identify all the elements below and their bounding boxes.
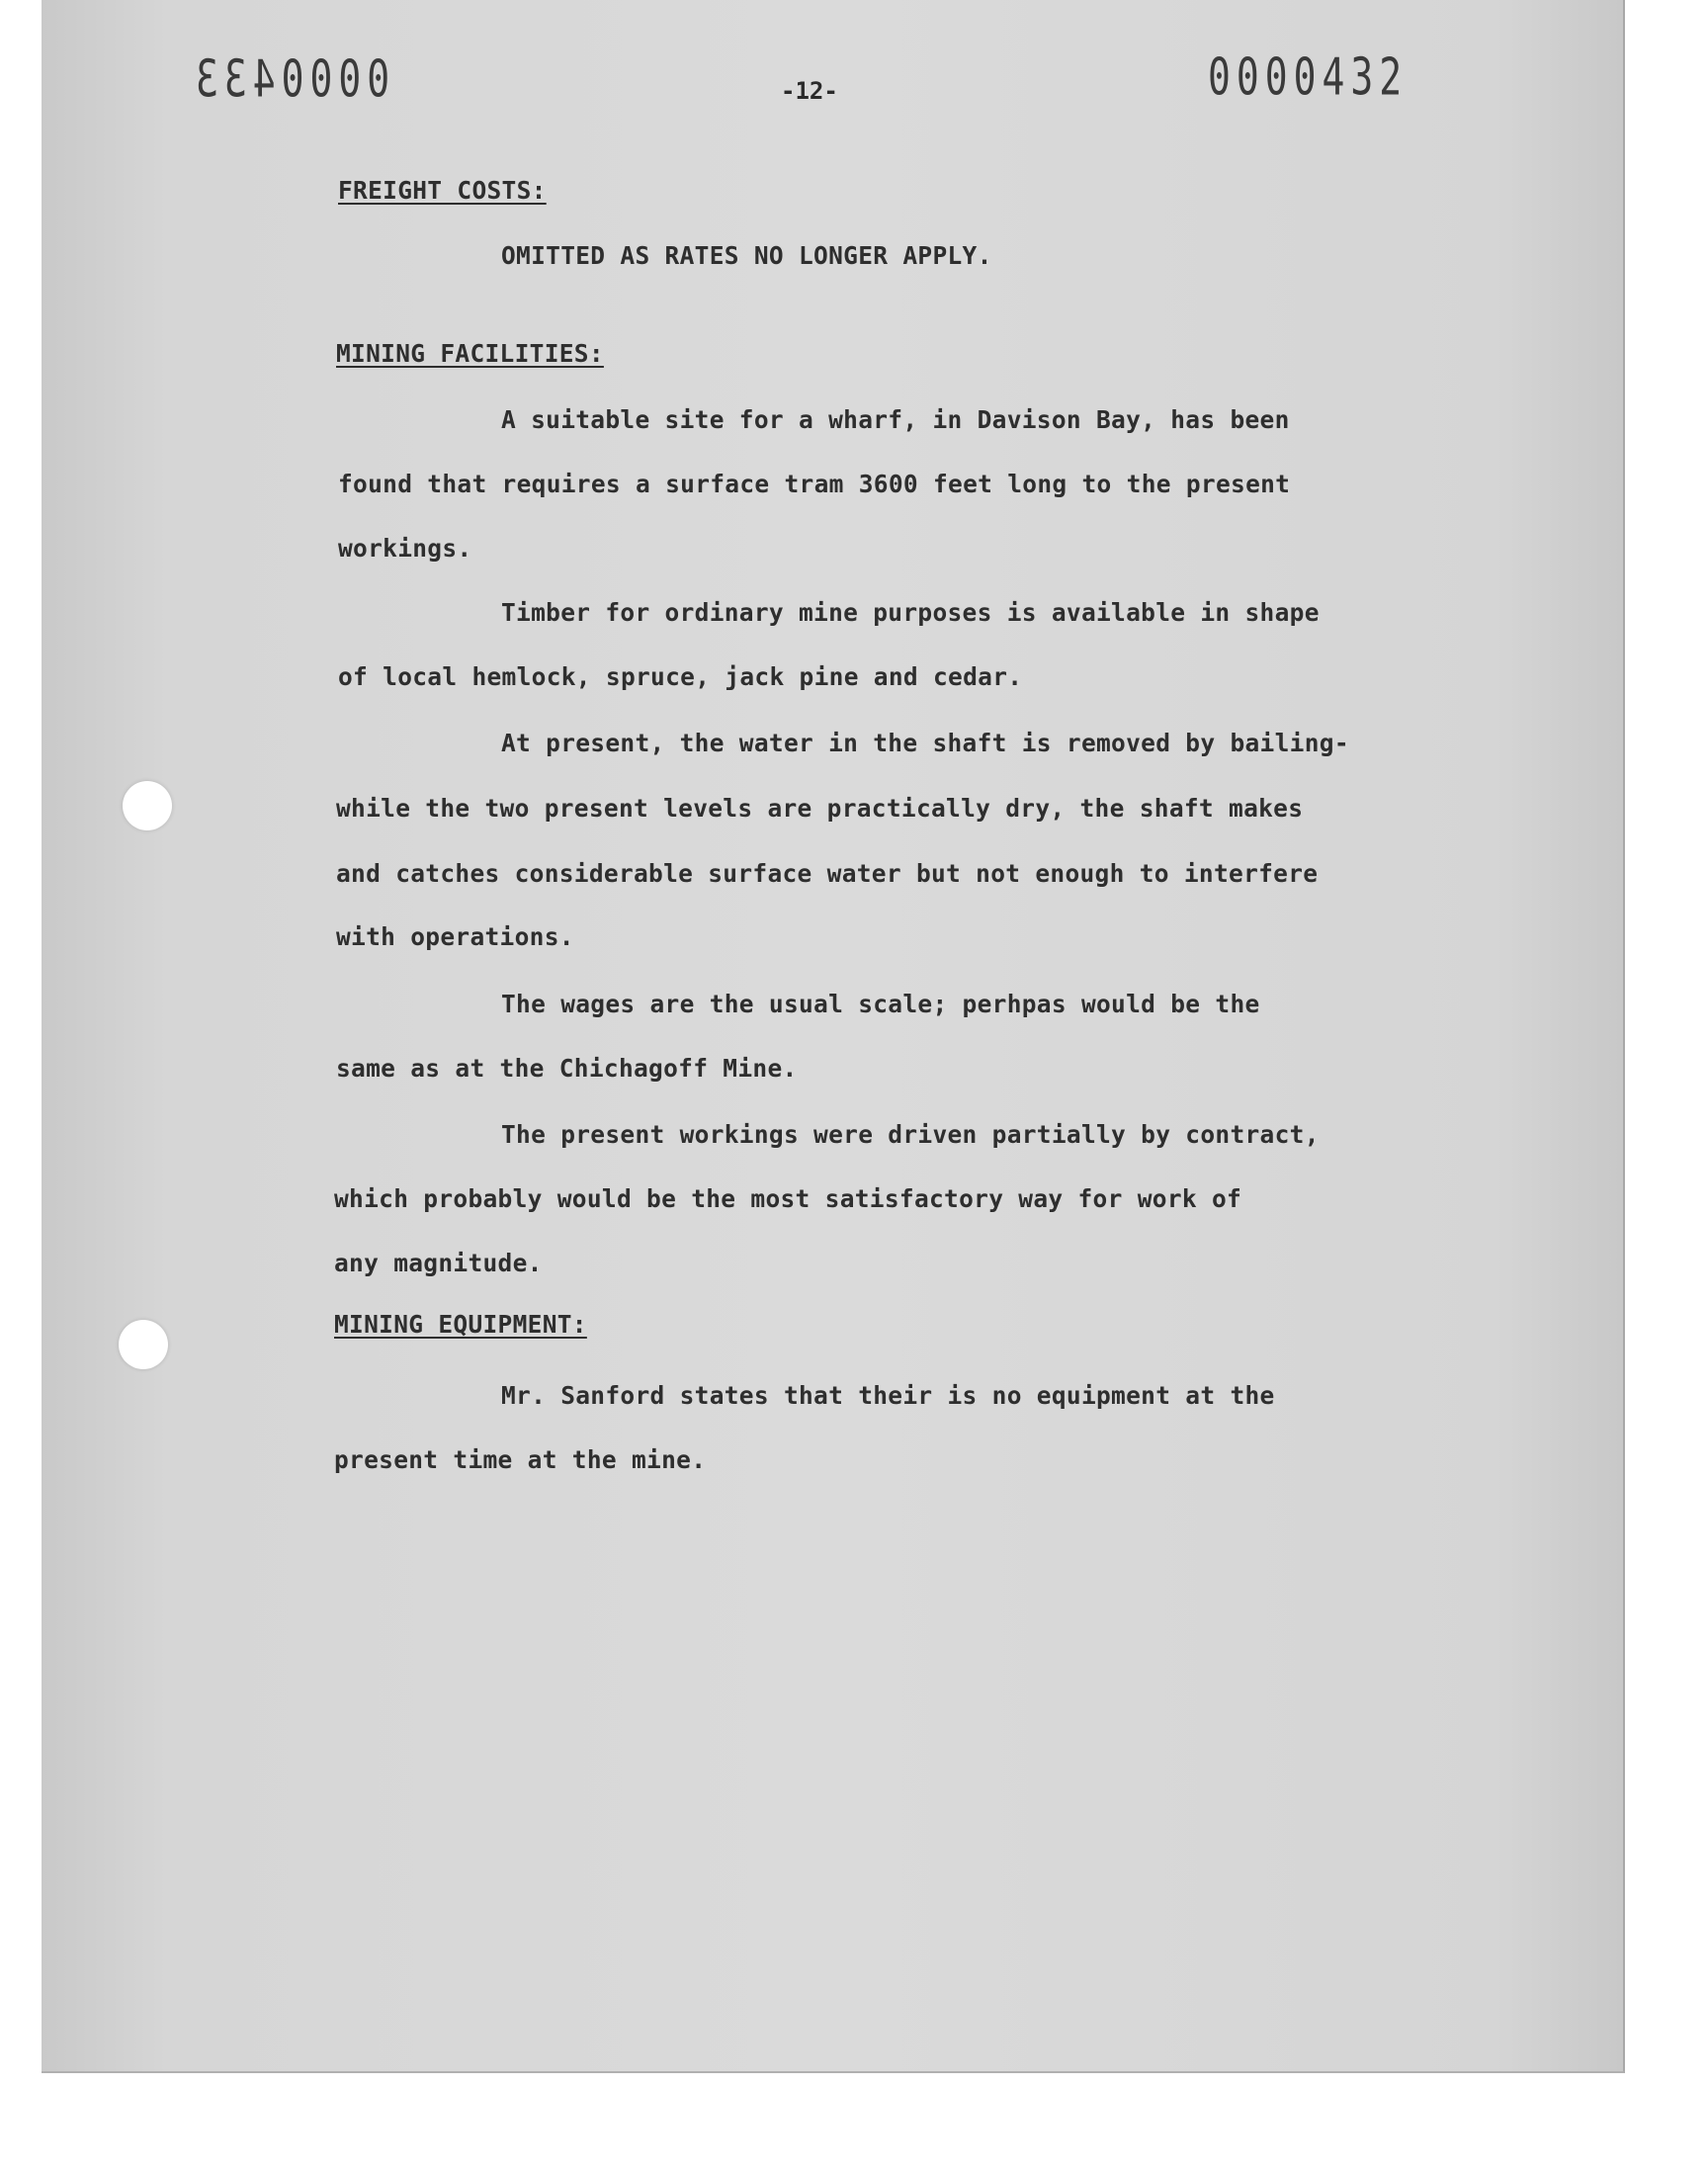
heading-mining-equipment: MINING EQUIPMENT: — [334, 1310, 587, 1339]
page-number: -12- — [781, 77, 838, 105]
bates-stamp-right: 0000432 — [1208, 47, 1409, 107]
text-line: of local hemlock, spruce, jack pine and cedar. — [338, 662, 1023, 691]
text-line: any magnitude. — [334, 1249, 543, 1277]
heading-mining-facilities: MINING FACILITIES: — [336, 339, 604, 368]
freight-note: OMITTED AS RATES NO LONGER APPLY. — [501, 241, 992, 270]
text-line: found that requires a surface tram 3600 feet long to the present — [338, 470, 1291, 498]
text-line: Timber for ordinary mine purposes is available in shape — [501, 598, 1320, 627]
text-line: which probably would be the most satisfactory way for work of — [334, 1184, 1242, 1213]
bates-stamp-left: 0000433 — [190, 49, 390, 109]
text-line: with operations. — [336, 922, 574, 951]
punch-hole-top — [123, 781, 172, 830]
text-line: Mr. Sanford states that their is no equipment at the — [501, 1381, 1275, 1410]
text-line: and catches considerable surface water but not enough to interfere — [336, 859, 1319, 888]
text-line: A suitable site for a wharf, in Davison Bay, has been — [501, 405, 1290, 434]
text-line: The present workings were driven partially by contract, — [501, 1120, 1320, 1149]
text-line: present time at the mine. — [334, 1445, 707, 1474]
punch-hole-bottom — [119, 1320, 168, 1369]
text-line: workings. — [338, 534, 472, 563]
text-line: while the two present levels are practically dry, the shaft makes — [336, 794, 1304, 823]
heading-freight-costs: FREIGHT COSTS: — [338, 176, 547, 205]
text-line: The wages are the usual scale; perhpas would be the — [501, 990, 1260, 1018]
text-line: same as at the Chichagoff Mine. — [336, 1054, 798, 1083]
document-page — [42, 0, 1625, 2073]
text-line: At present, the water in the shaft is removed by bailing- — [501, 729, 1349, 757]
